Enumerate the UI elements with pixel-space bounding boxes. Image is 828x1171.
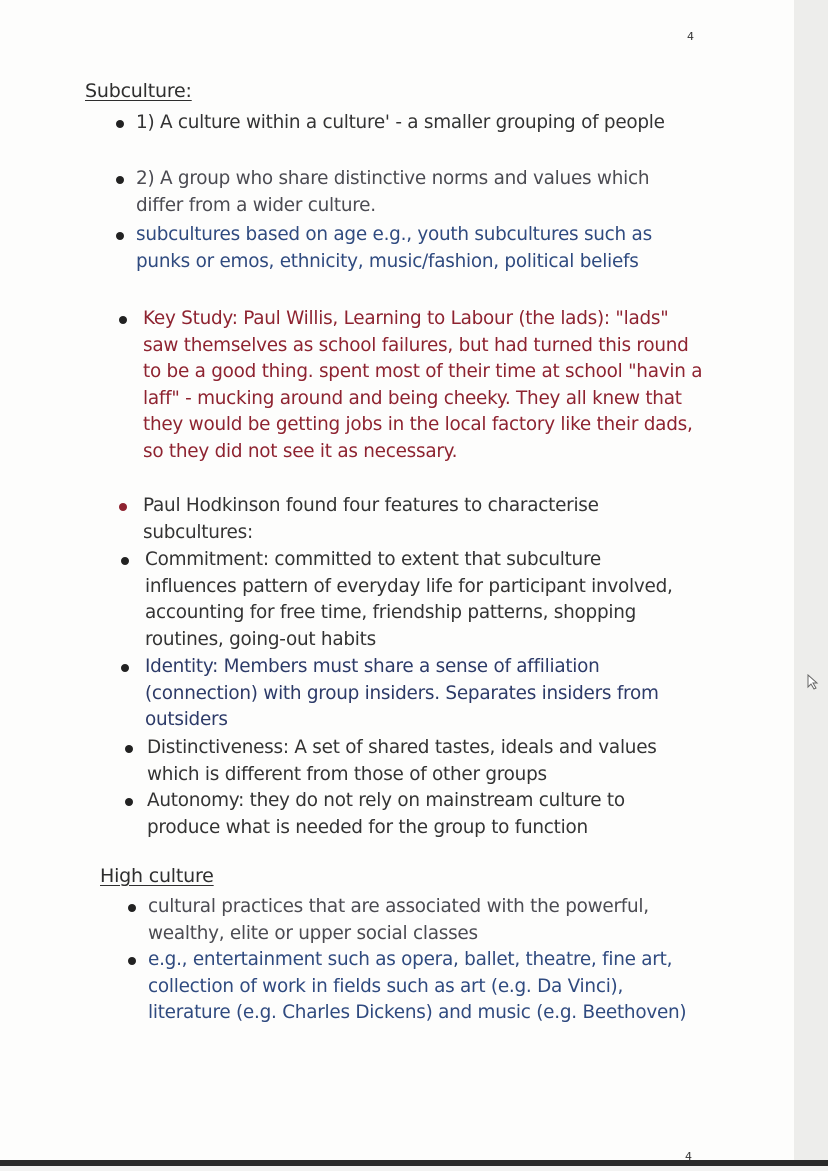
bullet-icon bbox=[128, 957, 136, 965]
list-item: e.g., entertainment such as opera, ballet, theatre, fine art, collection of work in fields such as art (e.g. Da Vinci), literature (e.g. Charles Dickens) and music (e.g. Beethoven) bbox=[148, 947, 708, 1027]
bullet-icon bbox=[121, 664, 129, 672]
list-item: Key Study: Paul Willis, Learning to Labour (the lads): "lads" saw themselves as school failures, but had turned this round to be a good thing. spent most of their time at school "havin a laff" - mucking around and being cheeky. They all knew that they would be getting jobs in the local factory like their dads, so they did not see it as necessary. bbox=[143, 306, 703, 465]
list-item: 2) A group who share distinctive norms and values which differ from a wider culture. bbox=[136, 166, 696, 219]
list-item: Autonomy: they do not rely on mainstream culture to produce what is needed for the group to function bbox=[147, 788, 677, 841]
scan-margin bbox=[794, 0, 828, 1160]
heading-subculture: Subculture: bbox=[85, 80, 192, 102]
page-bottom-edge bbox=[0, 1160, 828, 1166]
bullet-icon bbox=[121, 557, 129, 565]
bullet-icon bbox=[119, 316, 127, 324]
list-item: subcultures based on age e.g., youth subcultures such as punks or emos, ethnicity, music/fashion, political beliefs bbox=[136, 222, 681, 275]
list-item: Identity: Members must share a sense of affiliation (connection) with group insiders. Separates insiders from outsiders bbox=[145, 654, 705, 734]
bullet-icon bbox=[119, 503, 127, 511]
list-item: Commitment: committed to extent that subculture influences pattern of everyday life for participant involved, accounting for free time, friendship patterns, shopping routines, going-out habits bbox=[145, 547, 680, 653]
bullet-icon bbox=[125, 745, 133, 753]
list-item: Distinctiveness: A set of shared tastes, ideals and values which is different from those of other groups bbox=[147, 735, 707, 788]
cursor-arrow-icon bbox=[806, 674, 820, 690]
list-item: Paul Hodkinson found four features to characterise subcultures: bbox=[143, 493, 653, 546]
bullet-icon bbox=[116, 176, 124, 184]
bullet-icon bbox=[128, 904, 136, 912]
heading-high-culture: High culture bbox=[100, 865, 214, 887]
list-item: 1) A culture within a culture' - a smaller grouping of people bbox=[136, 110, 676, 137]
list-item: cultural practices that are associated with the powerful, wealthy, elite or upper social classes bbox=[148, 894, 693, 947]
bullet-icon bbox=[116, 232, 124, 240]
page-number-bottom: 4 bbox=[685, 1150, 692, 1163]
bullet-icon bbox=[125, 798, 133, 806]
bullet-icon bbox=[116, 120, 124, 128]
page-number-top: 4 bbox=[687, 30, 694, 43]
